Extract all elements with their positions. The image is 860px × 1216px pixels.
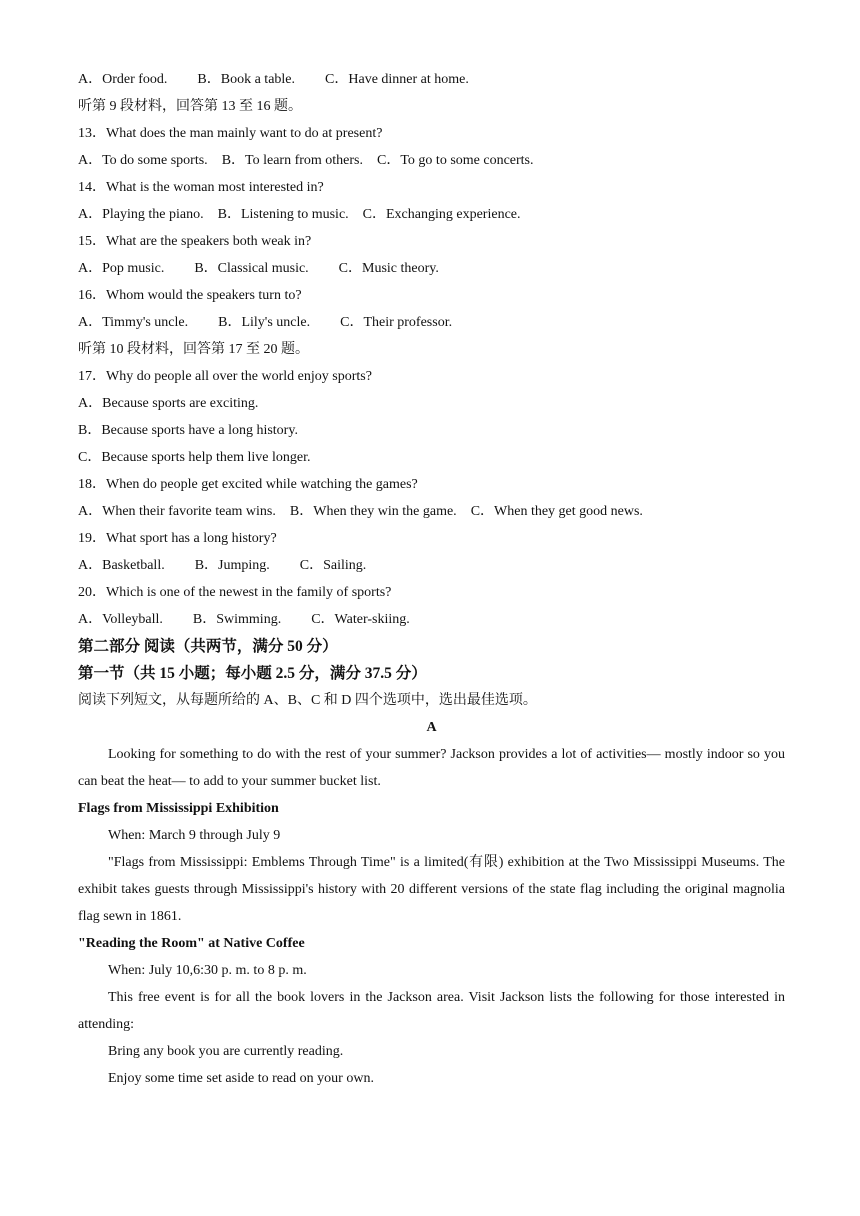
- option-a: A．When their favorite team wins.: [78, 504, 276, 519]
- option-c: C．Sailing.: [299, 558, 367, 573]
- document-page: [78, 66, 785, 1092]
- passage-label: A: [426, 720, 437, 735]
- option-c: C．Water-skiing.: [311, 612, 410, 627]
- question-19: 19．What sport has a long history?: [78, 531, 277, 546]
- passage-intro: Looking for something to do with the rest of your summer? Jackson provides a lot of activities— mostly indoor so you can beat the heat— to add to your summer bucket list.: [78, 747, 785, 789]
- question-14-options: [78, 201, 785, 228]
- question-17-option-b: B．Because sports have a long history.: [78, 423, 298, 438]
- option-a: A．Basketball.: [78, 558, 165, 573]
- option-a: A．Volleyball.: [78, 612, 163, 627]
- option-b: B．Swimming.: [192, 612, 282, 627]
- option-b: B．Classical music.: [194, 261, 309, 276]
- section-10-intro: 听第 10 段材料，回答第 17 至 20 题。: [78, 342, 309, 357]
- question-14: 14．What is the woman most interested in?: [78, 180, 324, 195]
- event-1-title: Flags from Mississippi Exhibition: [78, 801, 279, 816]
- event-2-item-2: Enjoy some time set aside to read on your own.: [108, 1071, 374, 1086]
- option-b: B．Lily's uncle.: [218, 315, 311, 330]
- question-12-options: [78, 66, 785, 93]
- option-b: B．To learn from others.: [221, 153, 364, 168]
- option-c: C．Music theory.: [338, 261, 439, 276]
- question-16: 16．Whom would the speakers turn to?: [78, 288, 302, 303]
- event-2-item-1: Bring any book you are currently reading.: [108, 1044, 344, 1059]
- option-a: A．Timmy's uncle.: [78, 315, 189, 330]
- event-2-description: This free event is for all the book lovers in the Jackson area. Visit Jackson lists the following for those interested in attending:: [78, 990, 785, 1032]
- question-15-options: [78, 255, 785, 282]
- option-a: A．Pop music.: [78, 261, 165, 276]
- event-1-description: "Flags from Mississippi: Emblems Through Time" is a limited(有限) exhibition at the Two Mississippi Museums. The exhibit takes guests through Mississippi's history with 20 different versions of the state flag including the original magnolia flag sewn in 1861.: [78, 855, 785, 924]
- option-c: C．When they get good news.: [470, 504, 643, 519]
- option-a: A．Playing the piano.: [78, 207, 204, 222]
- question-20: 20．Which is one of the newest in the family of sports?: [78, 585, 392, 600]
- option-c: C．Their professor.: [340, 315, 453, 330]
- event-1-when: When: March 9 through July 9: [108, 828, 281, 843]
- question-18-options: [78, 498, 785, 525]
- question-13-options: [78, 147, 785, 174]
- part-2-heading: 第二部分 阅读（共两节，满分 50 分）: [78, 638, 338, 655]
- option-c: C．Exchanging experience.: [362, 207, 521, 222]
- question-20-options: [78, 606, 785, 633]
- option-a: A．Order food.: [78, 72, 168, 87]
- question-17-option-c: C．Because sports help them live longer.: [78, 450, 311, 465]
- option-a: A．To do some sports.: [78, 153, 208, 168]
- question-16-options: [78, 309, 785, 336]
- section-1-heading: 第一节（共 15 小题；每小题 2.5 分，满分 37.5 分）: [78, 665, 427, 682]
- event-2-title: "Reading the Room" at Native Coffee: [78, 936, 305, 951]
- question-13: 13．What does the man mainly want to do at present?: [78, 126, 383, 141]
- question-18: 18．When do people get excited while watching the games?: [78, 477, 418, 492]
- question-15: 15．What are the speakers both weak in?: [78, 234, 312, 249]
- question-19-options: [78, 552, 785, 579]
- option-c: C．To go to some concerts.: [377, 153, 534, 168]
- reading-instruction: 阅读下列短文，从每题所给的 A、B、C 和 D 四个选项中，选出最佳选项。: [78, 693, 537, 708]
- question-17: 17．Why do people all over the world enjoy sports?: [78, 369, 372, 384]
- section-9-intro: 听第 9 段材料，回答第 13 至 16 题。: [78, 99, 302, 114]
- question-17-option-a: A．Because sports are exciting.: [78, 396, 259, 411]
- option-b: B．Listening to music.: [217, 207, 349, 222]
- event-2-when: When: July 10,6:30 p. m. to 8 p. m.: [108, 963, 307, 978]
- option-b: B．When they win the game.: [289, 504, 457, 519]
- option-b: B．Book a table.: [197, 72, 296, 87]
- option-b: B．Jumping.: [194, 558, 270, 573]
- option-c: C．Have dinner at home.: [325, 72, 469, 87]
